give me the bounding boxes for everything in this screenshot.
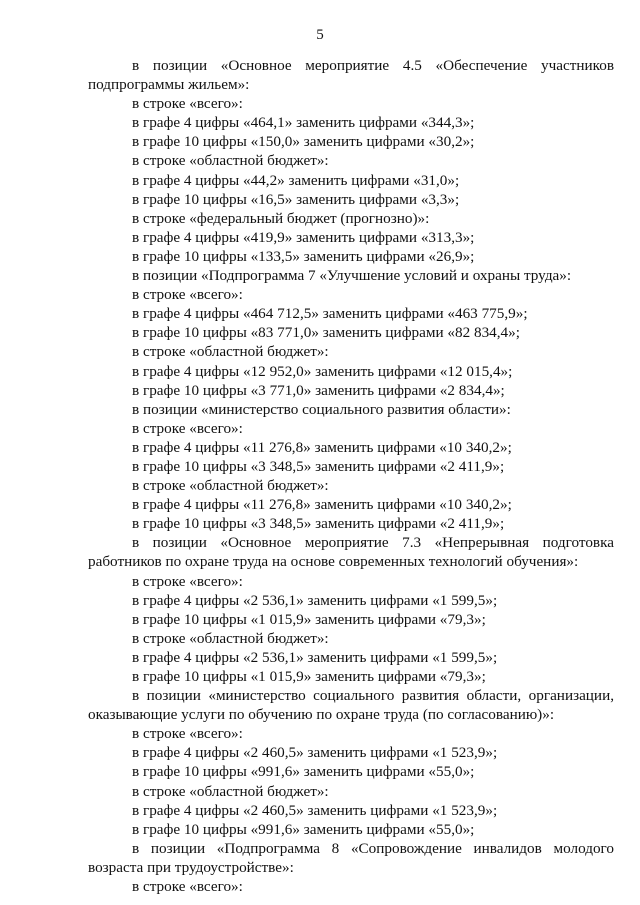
paragraph: в графе 4 цифры «2 460,5» заменить цифрами «1 523,9»; <box>132 744 498 762</box>
paragraph: в графе 10 цифры «991,6» заменить цифрами «55,0»; <box>132 820 475 838</box>
paragraph: в графе 10 цифры «3 771,0» заменить цифрами «2 834,4»; <box>132 381 505 399</box>
paragraph: в строке «федеральный бюджет (прогнозно)»: <box>132 209 430 227</box>
paragraph: в графе 10 цифры «3 348,5» заменить цифрами «2 411,9»; <box>132 457 505 475</box>
body-text <box>88 56 614 896</box>
page-number: 5 <box>316 27 324 43</box>
paragraph: в графе 4 цифры «2 460,5» заменить цифрами «1 523,9»; <box>132 801 498 819</box>
paragraph: в графе 10 цифры «991,6» заменить цифрами «55,0»; <box>132 763 475 781</box>
paragraph: в графе 10 цифры «3 348,5» заменить цифрами «2 411,9»; <box>132 515 505 533</box>
paragraph: в строке «областной бюджет»: <box>132 477 329 495</box>
paragraph: в строке «областной бюджет»: <box>132 343 329 361</box>
paragraph: в графе 10 цифры «133,5» заменить цифрами «26,9»; <box>132 247 475 265</box>
paragraph: в графе 10 цифры «1 015,9» заменить цифрами «79,3»; <box>132 668 486 685</box>
paragraph: в графе 10 цифры «150,0» заменить цифрами «30,2»; <box>132 133 475 151</box>
paragraph: в позиции «Основное мероприятие 4.5 «Обеспечение участников подпрограммы жильем»: <box>88 57 614 94</box>
paragraph: в строке «всего»: <box>132 95 243 113</box>
paragraph: в графе 4 цифры «2 536,1» заменить цифрами «1 599,5»; <box>132 648 498 666</box>
paragraph: в графе 4 цифры «419,9» заменить цифрами «313,3»; <box>132 228 475 246</box>
paragraph: в строке «всего»: <box>132 878 243 896</box>
paragraph: в позиции «министерство социального развития области»: <box>132 400 511 418</box>
paragraph: в графе 4 цифры «464 712,5» заменить цифрами «463 775,9»; <box>132 305 528 323</box>
paragraph: в строке «всего»: <box>132 286 243 304</box>
paragraph: в позиции «Подпрограмма 7 «Улучшение условий и охраны труда»: <box>132 267 572 285</box>
paragraph: в графе 10 цифры «1 015,9» заменить цифрами «79,3»; <box>132 610 486 628</box>
paragraph: в графе 4 цифры «464,1» заменить цифрами «344,3»; <box>132 114 475 132</box>
paragraph: в строке «всего»: <box>132 419 243 437</box>
paragraph: в позиции «Подпрограмма 8 «Сопровождение инвалидов молодого возраста при трудоустройстве»: <box>88 839 614 876</box>
paragraph: в графе 10 цифры «83 771,0» заменить цифрами «82 834,4»; <box>132 324 520 342</box>
paragraph: в графе 4 цифры «12 952,0» заменить цифрами «12 015,4»; <box>132 362 513 380</box>
paragraph: в строке «областной бюджет»: <box>132 629 329 647</box>
paragraph: в графе 4 цифры «11 276,8» заменить цифрами «10 340,2»; <box>132 496 512 514</box>
paragraph: в строке «областной бюджет»: <box>132 152 329 170</box>
paragraph: в позиции «министерство социального развития области, организации, оказывающие услуги по обучению по охране труда (по согласованию)»: <box>88 687 614 724</box>
paragraph: в строке «всего»: <box>132 572 243 590</box>
paragraph: в графе 4 цифры «11 276,8» заменить цифрами «10 340,2»; <box>132 438 512 456</box>
paragraph: в графе 10 цифры «16,5» заменить цифрами «3,3»; <box>132 190 460 208</box>
paragraph: в графе 4 цифры «2 536,1» заменить цифрами «1 599,5»; <box>132 591 498 609</box>
paragraph: в графе 4 цифры «44,2» заменить цифрами «31,0»; <box>132 171 460 189</box>
paragraph: в строке «областной бюджет»: <box>132 782 329 800</box>
paragraph: в строке «всего»: <box>132 725 243 743</box>
paragraph: в позиции «Основное мероприятие 7.3 «Непрерывная подготовка работников по охране труда на основе современных технологий обучения»: <box>88 534 614 571</box>
